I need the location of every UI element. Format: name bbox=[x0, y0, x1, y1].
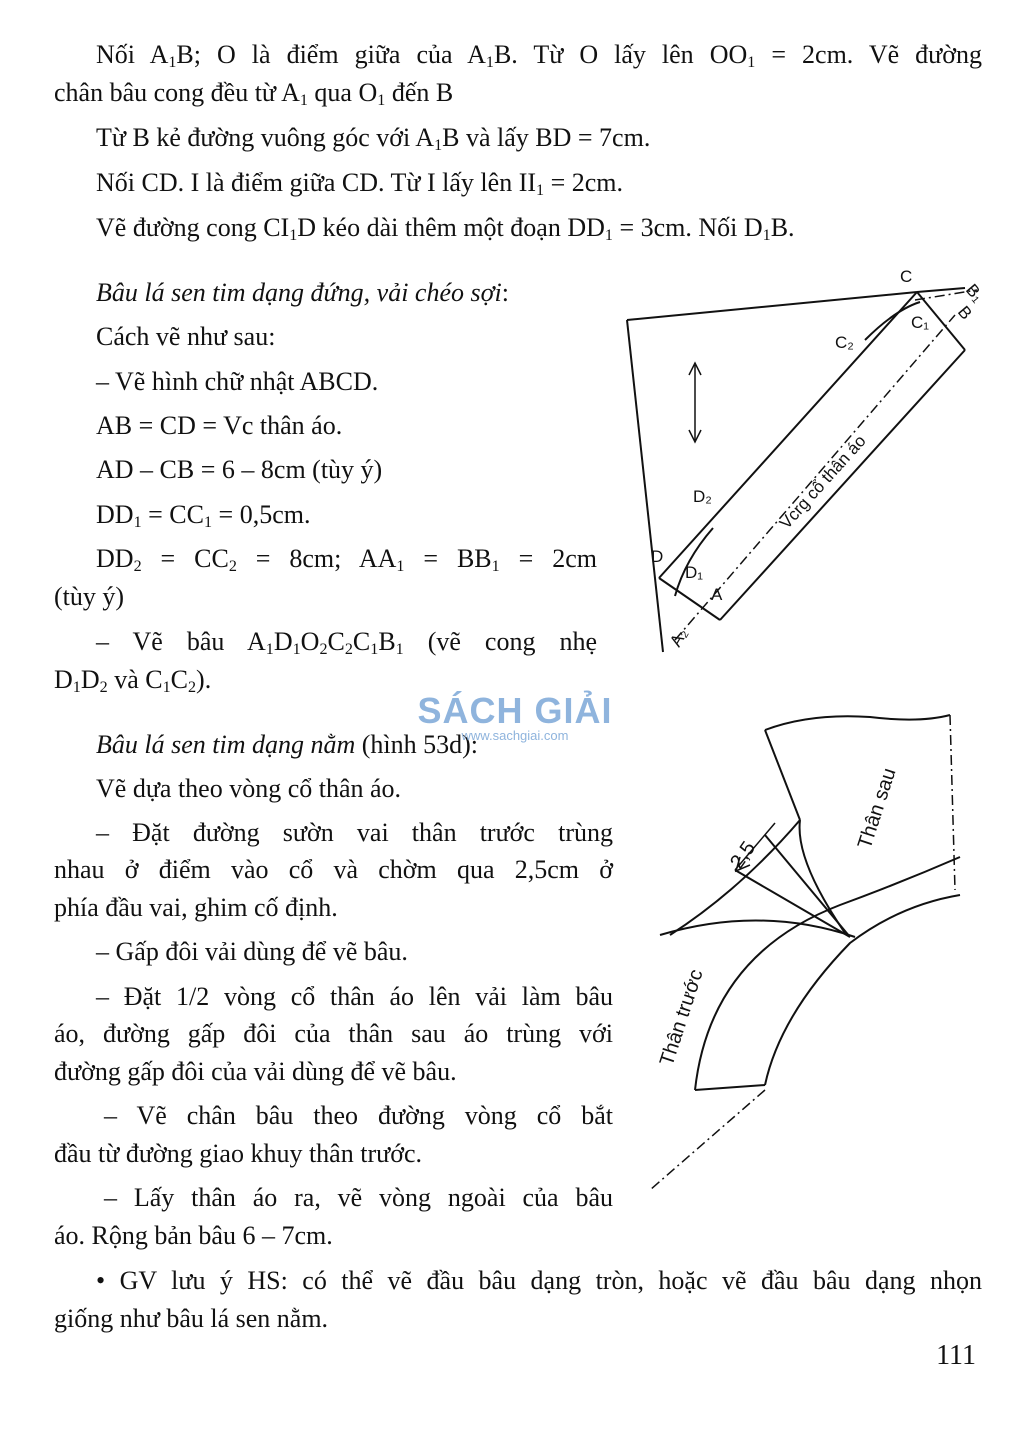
teacher-note: • GV lưu ý HS: có thể vẽ đầu bâu dạng tròn, hoặc vẽ đầu bâu dạng nhọn bbox=[96, 1266, 982, 1295]
text-line: $DD_1 = CC_1 = 0,5cm$. bbox=[96, 500, 311, 532]
label-D1: D₁ bbox=[685, 563, 704, 582]
text-line: AD – CB = 6 – 8cm (tùy ý) bbox=[96, 455, 383, 484]
text-line: – Đặt 1/2 vòng cổ thân áo lên vải làm bâu bbox=[96, 982, 613, 1011]
text-line: Cách vẽ như sau: bbox=[96, 322, 276, 351]
text-line: áo. Rộng bản bâu 6 – 7cm. bbox=[54, 1221, 333, 1250]
dimension-label: 2,5 bbox=[726, 837, 761, 873]
section-heading: Bâu lá sen tim dạng đứng, vải chéo sợi: bbox=[96, 278, 509, 307]
label-D2: D₂ bbox=[693, 487, 712, 506]
text-line: đầu từ đường giao khuy thân trước. bbox=[54, 1139, 422, 1168]
label-B: B bbox=[953, 302, 976, 324]
text-line: – Vẽ hình chữ nhật ABCD. bbox=[96, 367, 379, 396]
back-body-label: Thân sau bbox=[853, 765, 901, 852]
text-line: (tùy ý) bbox=[54, 582, 125, 611]
text-line: $D_1D_2$ và $C_1C_2$). bbox=[54, 665, 212, 697]
text-line: – Vẽ bâu $A_1D_1O_2C_2C_1B_1$ (vẽ cong nhẹ bbox=[96, 627, 598, 659]
text-line: Vẽ đường cong $CI_1D$ kéo dài thêm một đoạn $DD_1 = 3cm$. Nối $D_1B$. bbox=[96, 213, 795, 245]
text-line: $DD_2 = CC_2 = 8cm$; $AA_1 = BB_1 = 2cm$ bbox=[96, 544, 597, 576]
text-line: Từ B kẻ đường vuông góc với $A_1B$ và lấy BD = 7cm. bbox=[96, 123, 651, 155]
page-number: 111 bbox=[936, 1340, 976, 1371]
label-C2: C₂ bbox=[835, 333, 854, 352]
text-line: áo, đường gấp đôi của thân sau áo trùng với bbox=[54, 1019, 613, 1048]
collar-diagram-lying bbox=[640, 705, 1000, 1195]
label-C: C bbox=[900, 267, 913, 286]
text-line: AB = CD = Vc thân áo. bbox=[96, 411, 343, 440]
text-line: – Vẽ chân bâu theo đường vòng cổ bắt bbox=[104, 1101, 613, 1130]
collar-diagram-standing bbox=[615, 260, 1015, 660]
section-heading: Bâu lá sen tim dạng nằm (hình 53d): bbox=[96, 730, 479, 759]
watermark: SÁCH GIẢI www.sachgiai.com bbox=[417, 690, 613, 743]
text-line: – Lấy thân áo ra, vẽ vòng ngoài của bâu bbox=[104, 1183, 613, 1212]
label-B1: B₁ bbox=[961, 280, 988, 306]
front-body-label: Thân trước bbox=[655, 966, 708, 1069]
text-line: giống như bâu lá sen nằm. bbox=[54, 1304, 329, 1333]
text-line: – Đặt đường sườn vai thân trước trùng bbox=[96, 818, 613, 847]
bullet-icon: • bbox=[96, 1266, 106, 1295]
text-line: nhau ở điểm vào cổ và chờm qua 2,5cm ở bbox=[54, 855, 613, 884]
text-line: phía đầu vai, ghim cố định. bbox=[54, 893, 338, 922]
label-C1: C₁ bbox=[911, 313, 930, 332]
label-D: D bbox=[651, 547, 664, 566]
label-A: A bbox=[711, 585, 723, 604]
text-line: chân bâu cong đều từ $A_1$ qua $O_1$ đến B bbox=[54, 78, 454, 110]
text-line: Vẽ dựa theo vòng cổ thân áo. bbox=[96, 774, 402, 803]
neck-label: Vcrg cổ thân áo bbox=[775, 431, 870, 533]
text-line: – Gấp đôi vải dùng để vẽ bâu. bbox=[96, 937, 408, 966]
label-A2: A₂ bbox=[666, 624, 692, 650]
text-line: đường gấp đôi của vải dùng để vẽ bâu. bbox=[54, 1057, 457, 1086]
text-line: Nối CD. I là điểm giữa CD. Từ I lấy lên $II_1 = 2cm$. bbox=[96, 168, 624, 200]
text-line: Nối $A_1B$; O là điểm giữa của $A_1B$. Từ O lấy lên $OO_1 = 2cm$. Vẽ đường bbox=[96, 40, 983, 72]
